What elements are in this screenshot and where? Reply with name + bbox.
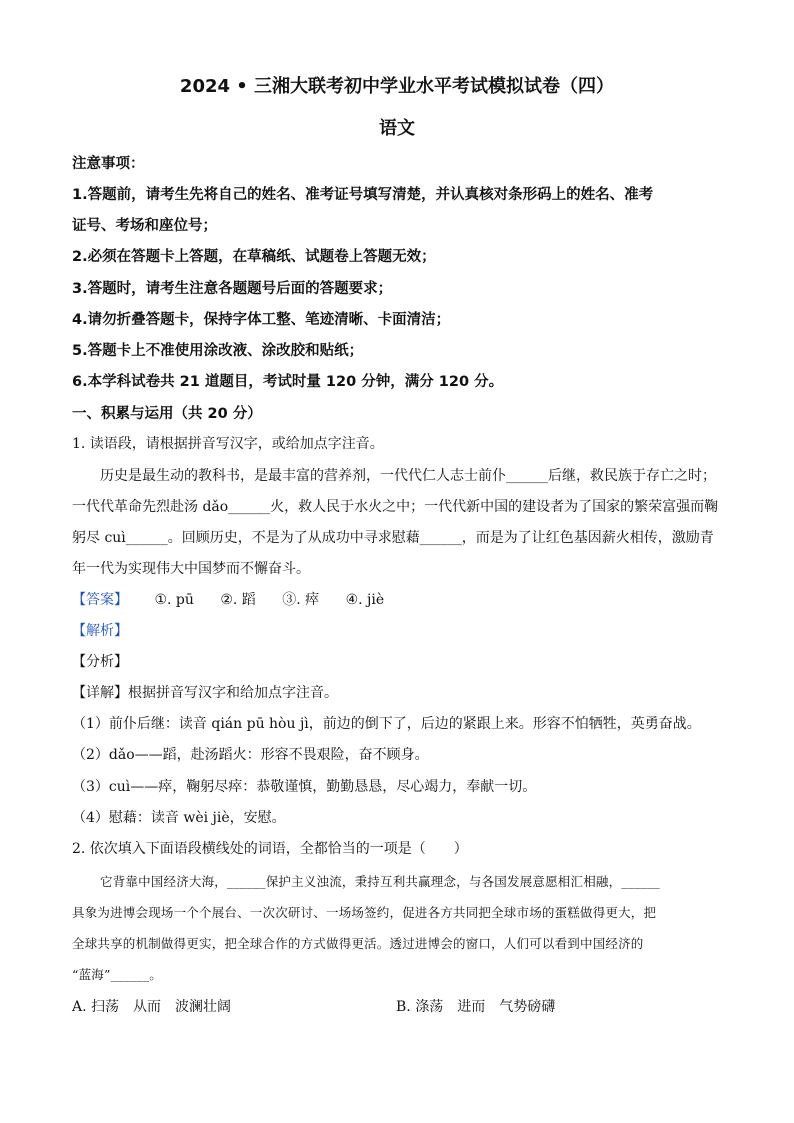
question-stem: 1. 读语段，请根据拼音写汉字，或给加点字注音。 <box>72 436 384 452</box>
question-stem: 2. 依次填入下面语段横线处的词语，全都恰当的一项是（ ） <box>72 841 468 857</box>
passage-line: 历史是最生动的教科书，是最丰富的营养剂，一代代仁人志士前仆______后继，救民族于存亡之时； <box>100 468 716 484</box>
notice-item: 1.答题前，请考生先将自己的姓名、准考证号填写清楚，并认真核对条形码上的姓名、准考 <box>72 187 654 203</box>
passage-line: 全球共享的机制做得更实，把全球合作的方式做得更活。透过进博会的窗口，人们可以看到中国经济的 <box>72 936 644 951</box>
answer-item: ②. 蹈 <box>220 592 256 608</box>
passage-line: 具象为进博会现场一个个展台、一次次研讨、一场场签约，促进各方共同把全球市场的蛋糕做得更大，把 <box>72 905 657 920</box>
passage-line: 一代代革命先烈赴汤 dǎo______火，救人民于水火之中；一代代新中国的建设者为了国家的繁荣富强而鞠 <box>72 499 719 515</box>
analysis-label: 【解析】 <box>72 623 128 639</box>
passage-line: 年一代为实现伟大中国梦而不懈奋斗。 <box>72 561 310 577</box>
option-b: B. 涤荡 进而 气势磅礴 <box>396 999 556 1015</box>
passage-line: 它背靠中国经济大海，______保护主义浊流，秉持互利共赢理念，与各国发展意愿相汇相融，______ <box>100 874 661 889</box>
subject-title: 语文 <box>379 118 415 139</box>
answer-label: 【答案】 <box>72 592 128 608</box>
detail-line: 【详解】根据拼音写汉字和给加点字注音。 <box>72 685 338 701</box>
option-a: A. 扫荡 从而 波澜壮阔 <box>72 999 232 1015</box>
notice-heading: 注意事项： <box>72 156 145 172</box>
explanation-line: （3）cuì——瘁，鞠躬尽瘁：恭敬谨慎，勤勤恳恳，尽心竭力，奉献一切。 <box>72 779 537 795</box>
explanation-line: （4）慰藉：读音 wèi jiè，安慰。 <box>72 810 286 826</box>
answer-item: ③. 瘁 <box>282 592 320 608</box>
notice-item: 4.请勿折叠答题卡，保持字体工整、笔迹清晰、卡面清洁； <box>72 312 451 328</box>
explanation-line: （2）dǎo——蹈，赴汤蹈火：形容不畏艰险，奋不顾身。 <box>72 747 429 763</box>
notice-item: 6.本学科试卷共 21 道题目，考试时量 120 分钟，满分 120 分。 <box>72 374 504 390</box>
notice-item: 5.答题卡上不准使用涂改液、涂改胶和贴纸； <box>72 343 364 359</box>
notice-item: 2.必须在答题卡上答题，在草稿纸、试题卷上答题无效； <box>72 249 436 265</box>
answer-row <box>72 589 406 609</box>
answer-item: ④. jiè <box>345 592 385 608</box>
notice-item: 3.答题时，请考生注意各题题号后面的答题要求； <box>72 281 393 297</box>
section-heading: 一、积累与运用（共 20 分） <box>72 406 262 422</box>
notice-item: 证号、考场和座位号； <box>72 218 217 234</box>
passage-line: “蓝海”______。 <box>72 967 162 982</box>
explanation-line: （1）前仆后继：读音 qián pū hòu jì，前边的倒下了，后边的紧跟上来。形容不怕牺牲，英勇奋战。 <box>72 716 701 732</box>
fenxi-label: 【分析】 <box>72 654 128 670</box>
passage-line: 躬尽 cuì______。回顾历史，不是为了从成功中寻求慰藉______，而是为了让红色基因薪火相传，激励青 <box>72 530 714 546</box>
answer-item: ①. pū <box>154 592 194 608</box>
page-title: 2024 • 三湘大联考初中学业水平考试模拟试卷（四） <box>179 76 615 97</box>
